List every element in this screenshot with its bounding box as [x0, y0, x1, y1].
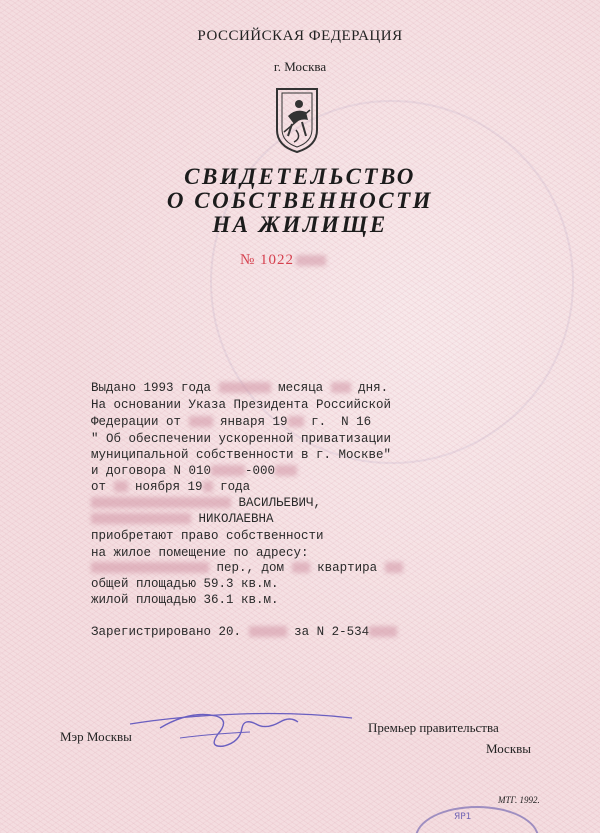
- redacted-block: [369, 626, 397, 637]
- redacted-block: [249, 626, 287, 637]
- body-text: ноября 19: [135, 480, 203, 494]
- certificate-number: [240, 252, 326, 269]
- redacted-block: [203, 481, 213, 492]
- body-line-4: " Об обеспечении ускоренной приватизации: [91, 432, 392, 446]
- body-line-7: [91, 481, 250, 494]
- body-text: января 19: [220, 415, 288, 429]
- body-text: дня.: [358, 381, 389, 395]
- redacted-block: [91, 562, 209, 573]
- body-line-13: общей площадью 59.3 кв.м.: [91, 577, 279, 591]
- body-line-9: [91, 513, 274, 526]
- redacted-block: [189, 416, 213, 427]
- body-text: Федерации от: [91, 415, 182, 429]
- body-text: -000: [245, 464, 276, 478]
- redacted-block: [114, 481, 128, 492]
- title-line-2: О СОБСТВЕННОСТИ: [166, 188, 434, 213]
- body-text: Зарегистрировано 20.: [91, 625, 242, 639]
- body-line-8: [91, 497, 321, 510]
- redacted-block: [331, 382, 351, 393]
- redacted-block: [292, 562, 310, 573]
- redacted-block: [211, 465, 245, 476]
- body-text: квартира: [317, 561, 378, 575]
- certificate-number-text: № 1022: [240, 252, 295, 268]
- corner-stamp-text: ЯР1: [454, 812, 472, 822]
- body-text: Выдано 1993 года: [91, 381, 212, 395]
- handwritten-signature: [120, 698, 360, 758]
- city-heading: г. Москва: [273, 59, 327, 74]
- title-line-3: НА ЖИЛИЩЕ: [212, 212, 388, 237]
- body-line-14: жилой площадью 36.1 кв.м.: [91, 593, 279, 607]
- redacted-block: [219, 382, 271, 393]
- body-line-3: [91, 416, 371, 429]
- moscow-coat-of-arms-icon: [274, 86, 320, 154]
- redacted-block: [91, 497, 231, 508]
- body-text: года: [220, 480, 251, 494]
- form-code: МТГ. 1992.: [498, 795, 540, 805]
- title-line-1: СВИДЕТЕЛЬСТВО: [184, 164, 416, 189]
- country-heading: РОССИЙСКАЯ ФЕДЕРАЦИЯ: [197, 28, 403, 44]
- body-text: и договора N 010: [91, 464, 212, 478]
- body-line-5: муниципальной собственности в г. Москве": [91, 448, 392, 462]
- body-line-2: На основании Указа Президента Российской: [91, 398, 392, 412]
- body-line-10: приобретают право собственности: [91, 529, 324, 543]
- body-text: за N 2-534: [294, 625, 370, 639]
- redacted-block: [91, 513, 191, 524]
- mayor-signature-label: Мэр Москвы: [60, 729, 132, 744]
- body-line-12: [91, 562, 403, 575]
- body-text: месяца: [278, 381, 324, 395]
- redacted-block: [296, 255, 326, 266]
- premier-signature-label-line-2: Москвы: [486, 741, 532, 756]
- corner-stamp: [415, 806, 539, 833]
- body-line-6: [91, 465, 297, 478]
- redacted-block: [288, 416, 304, 427]
- body-line-15: [91, 626, 397, 639]
- body-text: пер., дом: [216, 561, 285, 575]
- body-text: НИКОЛАЕВНА: [198, 512, 274, 526]
- body-line-1: [91, 382, 388, 395]
- body-line-11: на жилое помещение по адресу:: [91, 546, 309, 560]
- redacted-block: [385, 562, 403, 573]
- redacted-block: [275, 465, 297, 476]
- body-text: г. N 16: [311, 415, 372, 429]
- body-text: ВАСИЛЬЕВИЧ,: [238, 496, 322, 510]
- premier-signature-label-line-1: Премьер правительства: [368, 720, 499, 735]
- body-text: от: [91, 480, 107, 494]
